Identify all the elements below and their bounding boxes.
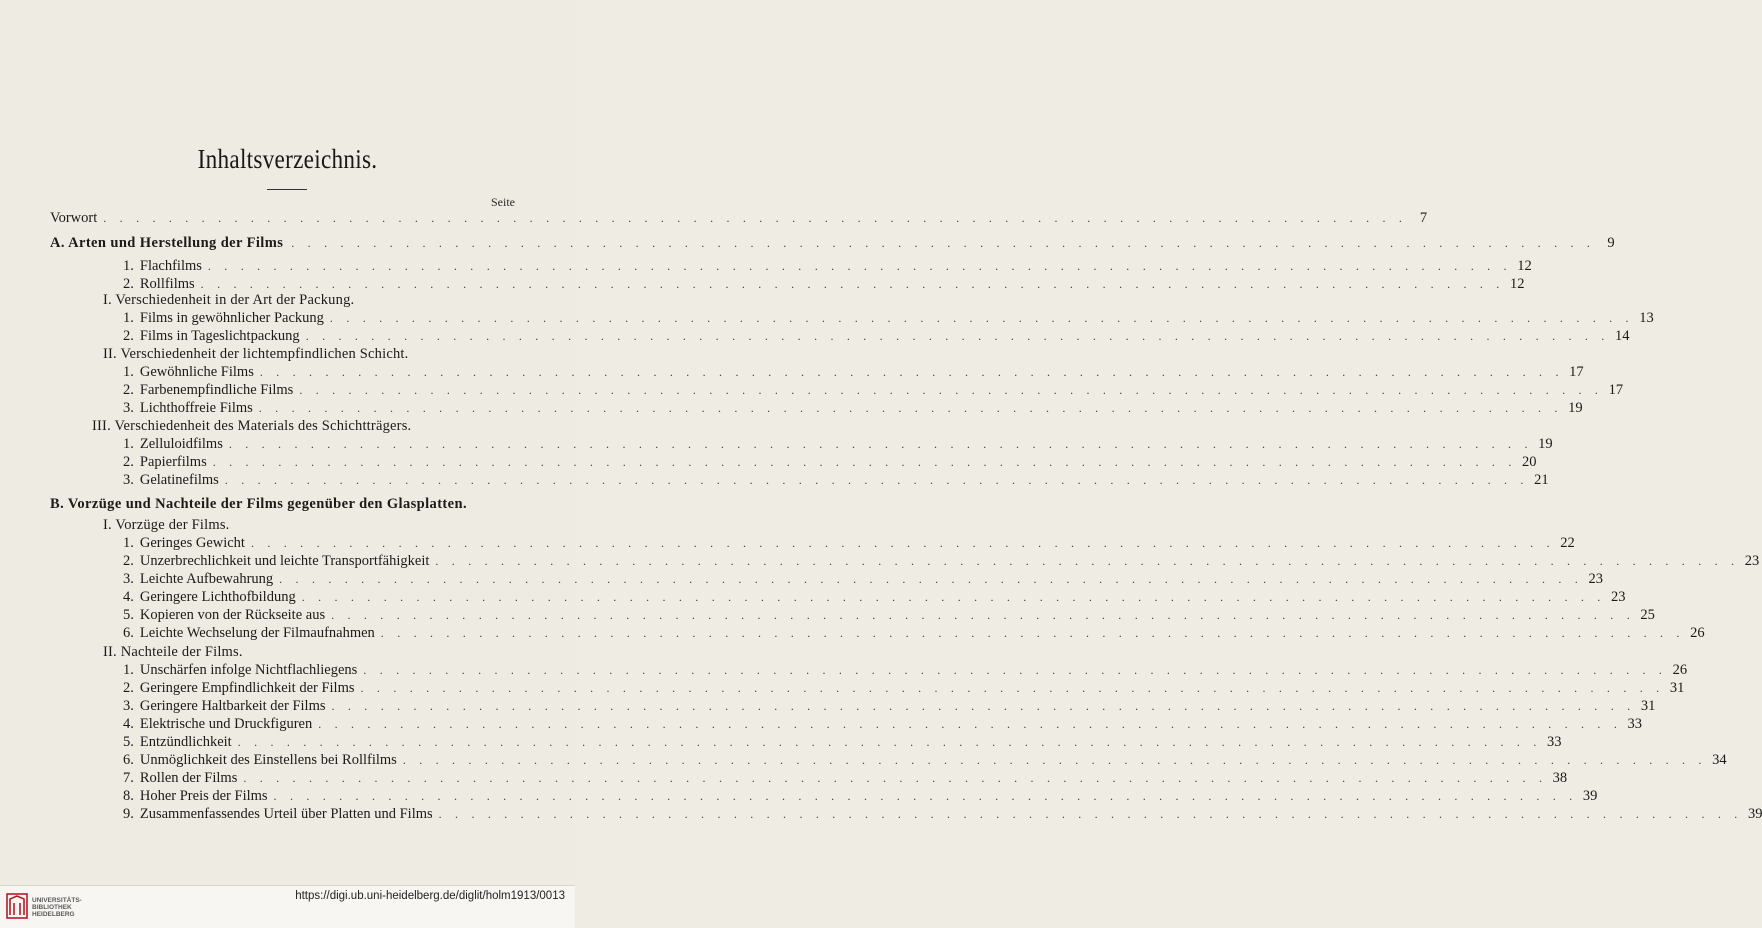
toc-entry (123, 715, 1643, 733)
toc-page-number: 23 (1744, 553, 1760, 569)
toc-page-number: 33 (1627, 716, 1643, 732)
library-name-line1: UNIVERSITÄTS- (32, 897, 82, 904)
leader-dots: . . . . . . . . . . . . . . . . . . . . . . . . . . . . . . . . . . . . . . . . . . . . . . . . . . . . . . . . . . . . . . . . . . . . . . . . . . . . . . . . (273, 789, 1578, 803)
leader-dots: . . . . . . . . . . . . . . . . . . . . . . . . . . . . . . . . . . . . . . . . . . . . . . . . . . . . . . . . . . . . . . . . . . . . . . . . . . . . . . . . (224, 473, 1529, 487)
leader-dots: . . . . . . . . . . . . . . . . . . . . . . . . . . . . . . . . . . . . . . . . . . . . . . . . . . . . . . . . . . . . . . . . . . . . . . . . . . . . . . . . (331, 699, 1636, 713)
toc-page-number: 17 (1608, 382, 1624, 398)
page-column-label: Seite (491, 195, 515, 209)
toc-entry (123, 679, 1685, 697)
toc-entry-title: Kopieren von der Rückseite aus (139, 607, 326, 623)
toc-entry (123, 570, 1603, 588)
leader-dots: . . . . . . . . . . . . . . . . . . . . . . . . . . . . . . . . . . . . . . . . . . . . . . . . . . . . . . . . . . . . . . . . . . . . . . . . . . . . . . . . (237, 735, 1542, 749)
toc-entry-title: Flachfilms (139, 258, 202, 274)
toc-entry (123, 257, 1532, 275)
toc-entry-title: Unzerbrechlichkeit und leichte Transportfähigkeit (139, 553, 430, 569)
toc-entry-number: 5. (123, 734, 134, 750)
page-title: Inhaltsverzeichnis. (197, 144, 378, 174)
toc-page-number: 33 (1547, 734, 1562, 750)
toc-entry-title: Unschärfen infolge Nichtflachliegens (139, 662, 358, 678)
toc-entry-number: 8. (123, 788, 134, 804)
toc-entry-number: 1. (123, 535, 134, 551)
toc-page-number: 34 (1712, 752, 1727, 768)
toc-page-number: 31 (1640, 698, 1656, 714)
leader-dots: . . . . . . . . . . . . . . . . . . . . . . . . . . . . . . . . . . . . . . . . . . . . . . . . . . . . . . . . . . . . . . . . . . . . . . . . . . . . . . . . (363, 663, 1668, 677)
library-name-line2: BIBLIOTHEK (32, 904, 72, 911)
toc-entry-number: 5. (123, 607, 134, 623)
toc-entry (123, 381, 1624, 399)
toc-entry-title: Geringere Haltbarkeit der Films (139, 698, 326, 714)
toc-entry (123, 552, 1760, 570)
toc-entry-title: Elektrische und Druckfiguren (139, 716, 313, 732)
toc-page-number: 31 (1669, 680, 1685, 696)
toc-entry-number: 1. (123, 662, 134, 678)
toc-entry (123, 435, 1553, 453)
toc-page-number: 26 (1672, 662, 1688, 678)
leader-dots: . . . . . . . . . . . . . . . . . . . . . . . . . . . . . . . . . . . . . . . . . . . . . . . . . . . . . . . . . . . . . . . . . . . . . . . . . . . . . . . . (259, 365, 1564, 379)
toc-entry-number: 4. (123, 716, 134, 732)
library-name-line3: HEIDELBERG (32, 911, 75, 918)
toc-entry-number: 1. (123, 436, 134, 452)
leader-dots: . . . . . . . . . . . . . . . . . . . . . . . . . . . . . . . . . . . . . . . . . . . . . . . . . . . . . . . . . . . . . . . . . . . . . . . . . . . . . . . . (207, 259, 1512, 273)
toc-entry (123, 309, 1654, 327)
toc-entry-number: 2. (123, 276, 134, 292)
toc-entry-title: Geringere Lichthofbildung (139, 589, 296, 605)
toc-page-number: 19 (1538, 436, 1553, 452)
toc-entry (123, 534, 1575, 552)
toc-entry (123, 588, 1626, 606)
toc-entry-number: 3. (123, 698, 134, 714)
university-library-logo-icon (6, 893, 28, 919)
toc-entry-title: Leichte Wechselung der Filmaufnahmen (139, 625, 375, 641)
toc-page-number: 21 (1534, 472, 1549, 488)
toc-page-number: 12 (1517, 258, 1532, 274)
toc-subsection-heading: II. Nachteile der Films. (103, 644, 243, 660)
toc-subsection-heading: I. Verschiedenheit in der Art der Packung. (103, 292, 355, 308)
toc-entry-title: Entzündlichkeit (139, 734, 232, 750)
toc-entry-title: Farbenempfindliche Films (139, 382, 294, 398)
toc-page-number: 23 (1611, 589, 1626, 605)
toc-page-number: 13 (1639, 310, 1654, 326)
toc-entry-title: Geringes Gewicht (139, 535, 245, 551)
toc-page-number: 38 (1552, 770, 1568, 786)
leader-dots: . . . . . . . . . . . . . . . . . . . . . . . . . . . . . . . . . . . . . . . . . . . . . . . . . . . . . . . . . . . . . . . . . . . . . . . . . . . . . . . . (243, 771, 1548, 785)
toc-entry-number: 7. (123, 770, 134, 786)
toc-entry (123, 697, 1656, 715)
toc-entry-title: Films in gewöhnlicher Packung (139, 310, 324, 326)
leader-dots: . . . . . . . . . . . . . . . . . . . . . . . . . . . . . . . . . . . . . . . . . . . . . . . . . . . . . . . . . . . . . . . . . . . . . . . . . . . . . . . . (380, 626, 1685, 640)
toc-entry-title: Gelatinefilms (139, 472, 219, 488)
toc-entry-number: 1. (123, 258, 134, 274)
toc-entry (123, 606, 1655, 624)
toc-entry (123, 363, 1584, 381)
leader-dots: . . . . . . . . . . . . . . . . . . . . . . . . . . . . . . . . . . . . . . . . . . . . . . . . . . . . . . . . . . . . . . . . . . . . . . . . . . . . . . . . (228, 437, 1533, 451)
toc-entry (123, 805, 1762, 823)
toc-entry-title: Rollen der Films (139, 770, 238, 786)
toc-entry-number: 6. (123, 752, 134, 768)
toc-entry-number: 3. (123, 400, 134, 416)
toc-entry-title: Papierfilms (139, 454, 207, 470)
leader-dots: . . . . . . . . . . . . . . . . . . . . . . . . . . . . . . . . . . . . . . . . . . . . . . . . . . . . . . . . . . . . . . . . . . . . . . . . . . . . . . . . (212, 455, 1517, 469)
toc-entry-number: 2. (123, 680, 134, 696)
toc-entry (123, 733, 1562, 751)
toc-entry (123, 399, 1583, 417)
leader-dots: . . . . . . . . . . . . . . . . . . . . . . . . . . . . . . . . . . . . . . . . . . . . . . . . . . . . . . . . . . . . . . . . . . . . . . . . . . . . . . . . (360, 681, 1665, 695)
toc-section-heading (50, 233, 1616, 253)
toc-entry-title: Gewöhnliche Films (139, 364, 254, 380)
leader-dots: . . . . . . . . . . . . . . . . . . . . . . . . . . . . . . . . . . . . . . . . . . . . . . . . . . . . . . . . . . . . . . . . . . . . . . . . . . . . . . . . (299, 383, 1604, 397)
library-name (32, 897, 82, 918)
leader-dots: . . . . . . . . . . . . . . . . . . . . . . . . . . . . . . . . . . . . . . . . . . . . . . . . . . . . . . . . . . . . . . . . . . . . . . . . . . . . . . . . (435, 554, 1740, 568)
toc-page-number: 19 (1568, 400, 1583, 416)
leader-dots: . . . . . . . . . . . . . . . . . . . . . . . . . . . . . . . . . . . . . . . . . . . . . . . . . . . . . . . . . . . . . . . . . . . . . . . . . . . . . . . . (329, 311, 1634, 325)
toc-entry-number: 1. (123, 310, 134, 326)
toc-entry-number: 9. (123, 806, 134, 822)
toc-page-number: 22 (1560, 535, 1575, 551)
toc-page-number: 25 (1640, 607, 1655, 623)
leader-dots: . . . . . . . . . . . . . . . . . . . . . . . . . . . . . . . . . . . . . . . . . . . . . . . . . . . . . . . . . . . . . . . . . . . . . . . . . . . . . . . . (250, 536, 1555, 550)
toc-page-number: 17 (1569, 364, 1584, 380)
toc-entry-title: Rollfilms (139, 276, 195, 292)
leader-dots: . . . . . . . . . . . . . . . . . . . . . . . . . . . . . . . . . . . . . . . . . . . . . . . . . . . . . . . . . . . . . . . . . . . . . . . . . . . . . . . . (103, 211, 1408, 225)
toc-entry-title: Zelluloidfilms (139, 436, 223, 452)
leader-dots: . . . . . . . . . . . . . . . . . . . . . . . . . . . . . . . . . . . . . . . . . . . . . . . . . . . . . . . . . . . . . . . . . . . . . . . . . . . . . . . . (200, 277, 1505, 291)
leader-dots: . . . . . . . . . . . . . . . . . . . . . . . . . . . . . . . . . . . . . . . . . . . . . . . . . . . . . . . . . . . . . . . . . . . . . . . . . . . . . . . . (279, 572, 1583, 586)
toc-page-number: 9 (1607, 235, 1616, 251)
toc-entry (123, 327, 1630, 345)
toc-section-title: A. Arten und Herstellung der Films (50, 235, 284, 251)
toc-entry-number: 4. (123, 589, 134, 605)
toc-entry-title: Films in Tageslichtpackung (139, 328, 300, 344)
toc-entry-title: Unmöglichkeit des Einstellens bei Rollfilms (139, 752, 397, 768)
toc-entry-title: Geringere Empfindlichkeit der Films (139, 680, 355, 696)
toc-entry-number: 2. (123, 454, 134, 470)
toc-entry (123, 751, 1727, 769)
toc-entry (123, 769, 1568, 787)
toc-entry-number: 6. (123, 625, 134, 641)
toc-page-number: 39 (1582, 788, 1598, 804)
title-rule (267, 189, 307, 190)
toc-entry-number: 2. (123, 382, 134, 398)
toc-subsection-heading: I. Vorzüge der Films. (103, 517, 230, 533)
toc-entry-number: 1. (123, 364, 134, 380)
toc-page-number: 26 (1690, 625, 1705, 641)
toc-section-heading (50, 494, 467, 514)
toc-entry-number: 2. (123, 328, 134, 344)
leader-dots: . . . . . . . . . . . . . . . . . . . . . . . . . . . . . . . . . . . . . . . . . . . . . . . . . . . . . . . . . . . . . . . . . . . . . . . . . . . . . . . . (438, 807, 1743, 821)
leader-dots: . . . . . . . . . . . . . . . . . . . . . . . . . . . . . . . . . . . . . . . . . . . . . . . . . . . . . . . . . . . . . . . . . . . . . . . . . . . . . . . . (291, 236, 1596, 250)
toc-entry (123, 787, 1598, 805)
toc-entry-number: 3. (123, 472, 134, 488)
toc-entry-title: Leichte Aufbewahrung (139, 571, 274, 587)
toc-page-number: 7 (1419, 210, 1428, 226)
toc-entry (123, 661, 1688, 679)
toc-page-number: 12 (1509, 276, 1525, 292)
toc-entry-title: Vorwort (50, 210, 98, 226)
toc-entry-title: Hoher Preis der Films (139, 788, 268, 804)
toc-entry-title: Lichthoffreie Films (139, 400, 253, 416)
toc-page-number: 14 (1615, 328, 1630, 344)
leader-dots: . . . . . . . . . . . . . . . . . . . . . . . . . . . . . . . . . . . . . . . . . . . . . . . . . . . . . . . . . . . . . . . . . . . . . . . . . . . . . . . . (301, 590, 1606, 604)
toc-entry-number: 3. (123, 571, 134, 587)
leader-dots: . . . . . . . . . . . . . . . . . . . . . . . . . . . . . . . . . . . . . . . . . . . . . . . . . . . . . . . . . . . . . . . . . . . . . . . . . . . . . . . . (258, 401, 1563, 415)
toc-entry-title: Zusammenfassendes Urteil über Platten und Films (139, 806, 433, 822)
toc-page-number: 20 (1522, 454, 1537, 470)
toc-entry (123, 471, 1549, 489)
leader-dots: . . . . . . . . . . . . . . . . . . . . . . . . . . . . . . . . . . . . . . . . . . . . . . . . . . . . . . . . . . . . . . . . . . . . . . . . . . . . . . . . (331, 608, 1635, 622)
toc-entry (50, 209, 1428, 227)
leader-dots: . . . . . . . . . . . . . . . . . . . . . . . . . . . . . . . . . . . . . . . . . . . . . . . . . . . . . . . . . . . . . . . . . . . . . . . . . . . . . . . . (402, 753, 1707, 767)
toc-page-number: 39 (1747, 806, 1762, 822)
leader-dots: . . . . . . . . . . . . . . . . . . . . . . . . . . . . . . . . . . . . . . . . . . . . . . . . . . . . . . . . . . . . . . . . . . . . . . . . . . . . . . . . (318, 717, 1623, 731)
toc-entry (123, 453, 1537, 471)
leader-dots: . . . . . . . . . . . . . . . . . . . . . . . . . . . . . . . . . . . . . . . . . . . . . . . . . . . . . . . . . . . . . . . . . . . . . . . . . . . . . . . . (305, 329, 1610, 343)
toc-entry (123, 624, 1705, 642)
page-url-link[interactable]: https://digi.ub.uni-heidelberg.de/diglit/holm1913/0013 (295, 890, 565, 902)
toc-section-title: B. Vorzüge und Nachteile der Films gegenüber den Glasplatten. (50, 496, 467, 512)
toc-subsection-heading: II. Verschiedenheit der lichtempfindlichen Schicht. (103, 346, 409, 362)
toc-entry-number: 2. (123, 553, 134, 569)
toc-subsection-heading: III. Verschiedenheit des Materials des Schichtträgers. (92, 418, 412, 434)
toc-page-number: 23 (1588, 571, 1603, 587)
